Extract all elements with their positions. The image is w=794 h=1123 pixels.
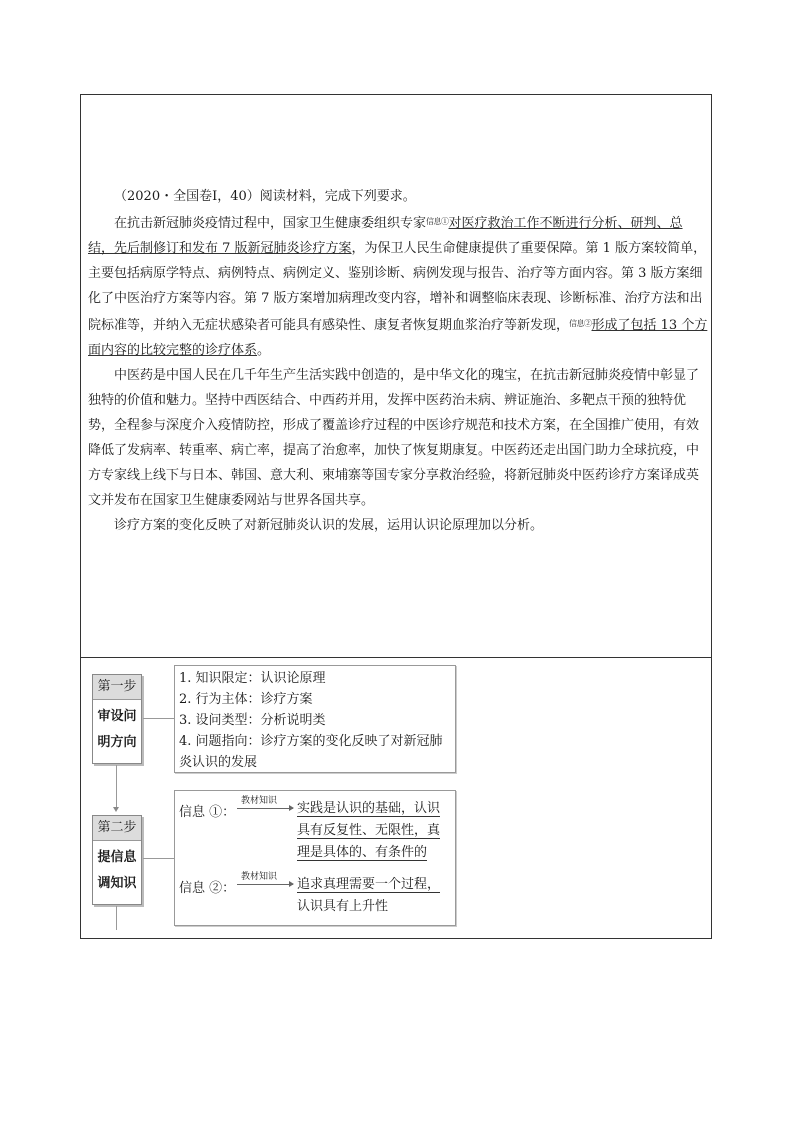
step-2-content	[174, 790, 456, 926]
step-2-connector	[143, 858, 174, 859]
step-1-box	[92, 674, 142, 764]
step-2-title: 第二步	[93, 816, 141, 841]
info-1-marker: 信息①	[426, 217, 449, 226]
p1-part-c: ，为保卫人民生命健康提供了重要保障。第 1 版方案较简单，主要包括病原学特点、病例特点、病例定义、鉴别诊断、病例发现与报告、治疗等方面内容。第 3 版方案细化了中医治疗方案等内容。第 7 版方案增加病理改变内容，增补和调整临床表现、诊断标准、治疗方法和出院标准等，并纳入无症状感染者可能具有感染性、康复者恢复期血浆治疗等新发现，	[88, 241, 707, 333]
info-1-line1: 实践是认识的基础，认识	[297, 801, 441, 816]
step-1-title: 第一步	[93, 675, 141, 700]
info-2-line2: 认识具有上升性	[297, 899, 389, 914]
arrow-right-icon	[237, 884, 293, 885]
step-2-body-line1: 提信息	[97, 850, 137, 865]
p1-underlined-2: 形成了包括 13 个方面内容的比较完整的诊疗体系	[88, 318, 708, 358]
paragraph-1	[88, 209, 708, 363]
p1-part-a: 在抗击新冠肺炎疫情过程中，国家卫生健康委组织专家	[114, 216, 427, 231]
info-1-label: 信息 ①：	[179, 805, 236, 820]
step-1-content	[174, 665, 456, 773]
step-2-body-line2: 调知识	[97, 876, 137, 891]
info-2-arrow-label: 教材知识	[241, 872, 278, 882]
step-1-item: 3. 设问类型：分析说明类	[179, 713, 326, 728]
step-2-tail-line	[116, 906, 117, 930]
step-2-box	[92, 815, 142, 905]
step-1-item: 1. 知识限定：认识论原理	[179, 671, 326, 686]
step-1-item: 4. 问题指向：诊疗方案的变化反映了对新冠肺炎认识的发展	[179, 734, 443, 770]
info-2-knowledge	[297, 874, 440, 918]
section-divider	[80, 657, 712, 658]
info-2-label: 信息 ②：	[179, 881, 236, 896]
p1-underlined-1: 对医疗救治工作不断进行分析、研判、总结，先后制修订和发布 7 版新冠肺炎诊疗方案	[88, 216, 683, 256]
reading-passage	[88, 184, 708, 538]
step-1-connector	[143, 718, 174, 719]
step-1-body-line2: 明方向	[97, 735, 137, 750]
step-1-body	[93, 700, 141, 760]
paragraph-2: 中医药是中国人民在几千年生产生活实践中创造的，是中华文化的瑰宝，在抗击新冠肺炎疫情中彰显了独特的价值和魅力。坚持中西医结合、中西药并用，发挥中医药治未病、辨证施治、多靶点干预的独特优势，全程参与深度介入疫情防控，形成了覆盖诊疗过程的中医诊疗规范和技术方案，在全国推广使用，有效降低了发病率、转重率、病亡率，提高了治愈率，加快了恢复期康复。中医药还走出国门助力全球抗疫，中方专家线上线下与日本、韩国、意大利、柬埔寨等国专家分享救治经验，将新冠肺炎中医药诊疗方案译成英文并发布在国家卫生健康委网站与世界各国共享。	[88, 368, 700, 508]
info-1-arrow-label: 教材知识	[241, 796, 278, 806]
question-source: （2020・全国卷Ⅰ，40）阅读材料，完成下列要求。	[114, 189, 416, 204]
down-arrow-icon	[113, 807, 119, 812]
p1-part-e: 。	[257, 343, 271, 358]
info-1-line2: 具有反复性、无限性，真	[297, 823, 441, 838]
info-2-line1: 追求真理需要一个过程，	[297, 877, 441, 892]
info-2-marker: 信息②	[569, 319, 592, 328]
info-1-knowledge	[297, 798, 440, 864]
info-1-line3: 理是具体的、有条件的	[297, 845, 428, 860]
step-1-item: 2. 行为主体：诊疗方案	[179, 692, 313, 707]
step-connector-vertical	[116, 765, 117, 810]
step-1-body-line1: 审设问	[97, 709, 137, 724]
arrow-right-icon	[237, 808, 293, 809]
question-text: 诊疗方案的变化反映了对新冠肺炎认识的发展，运用认识论原理加以分析。	[114, 518, 544, 533]
step-2-body	[93, 841, 141, 901]
